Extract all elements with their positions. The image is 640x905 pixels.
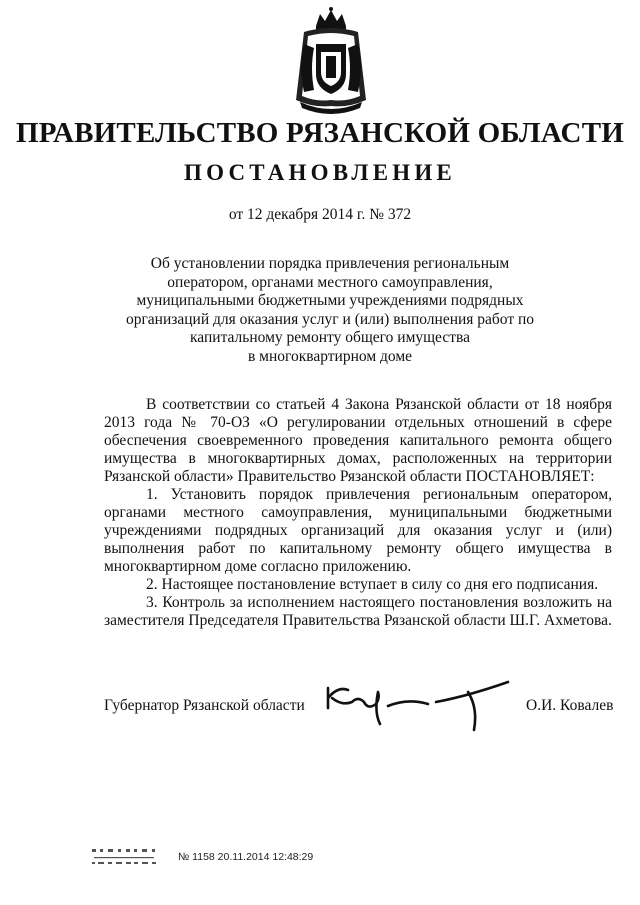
subject-line: в многоквартирном доме (247, 347, 413, 365)
item-1-paragraph: 1. Установить порядок привлечения региональным оператором, органами местного самоуправления, муниципальными бюджетными учреждениями подрядных организаций для оказания услуг и (или) выполнения работ по капитальному ремонту общего имущества в многоквартирном доме согласно приложению. (104, 486, 612, 575)
subject-line: муниципальными бюджетными учреждениями подрядных (136, 292, 524, 309)
registration-number: № 1158 20.11.2014 12:48:29 (178, 851, 314, 863)
preamble-paragraph: В соответствии со статьей 4 Закона Рязанской области от 18 ноября 2013 года № 70-ОЗ «О регулировании отдельных отношений в сфере обеспечения своевременного проведения капитального ремонта общего имущества в многоквартирных домах, расположенных на территории Рязанской области» Правительство Рязанской области ПОСТАНОВЛЯЕТ: (104, 396, 612, 485)
handwritten-signature (318, 668, 518, 738)
coat-of-arms-emblem (290, 4, 372, 116)
subject-line: Об установлении порядка привлечения региональным (150, 255, 510, 272)
government-title: ПРАВИТЕЛЬСТВО РЯЗАНСКОЙ ОБЛАСТИ (16, 117, 624, 149)
signer-position: Губернатор Рязанской области (104, 697, 305, 714)
subject-line: оператором, органами местного самоуправления, (167, 273, 493, 291)
document-subject (120, 255, 540, 366)
item-3-paragraph: 3. Контроль за исполнением настоящего постановления возложить на заместителя Председателя Правительства Рязанской области Ш.Г. Ахметова. (104, 594, 612, 629)
document-type: ПОСТАНОВЛЕНИЕ (184, 160, 456, 185)
registration-stamp-icon (88, 843, 178, 871)
subject-line: капитальному ремонту общего имущества (190, 329, 470, 346)
signer-name: О.И. Ковалев (526, 697, 614, 714)
document-body (104, 396, 612, 630)
item-2-paragraph: 2. Настоящее постановление вступает в силу со дня его подписания. (146, 576, 599, 593)
subject-line: организаций для оказания услуг и (или) выполнения работ по (125, 310, 535, 328)
document-date-number: от 12 декабря 2014 г. № 372 (228, 206, 412, 223)
